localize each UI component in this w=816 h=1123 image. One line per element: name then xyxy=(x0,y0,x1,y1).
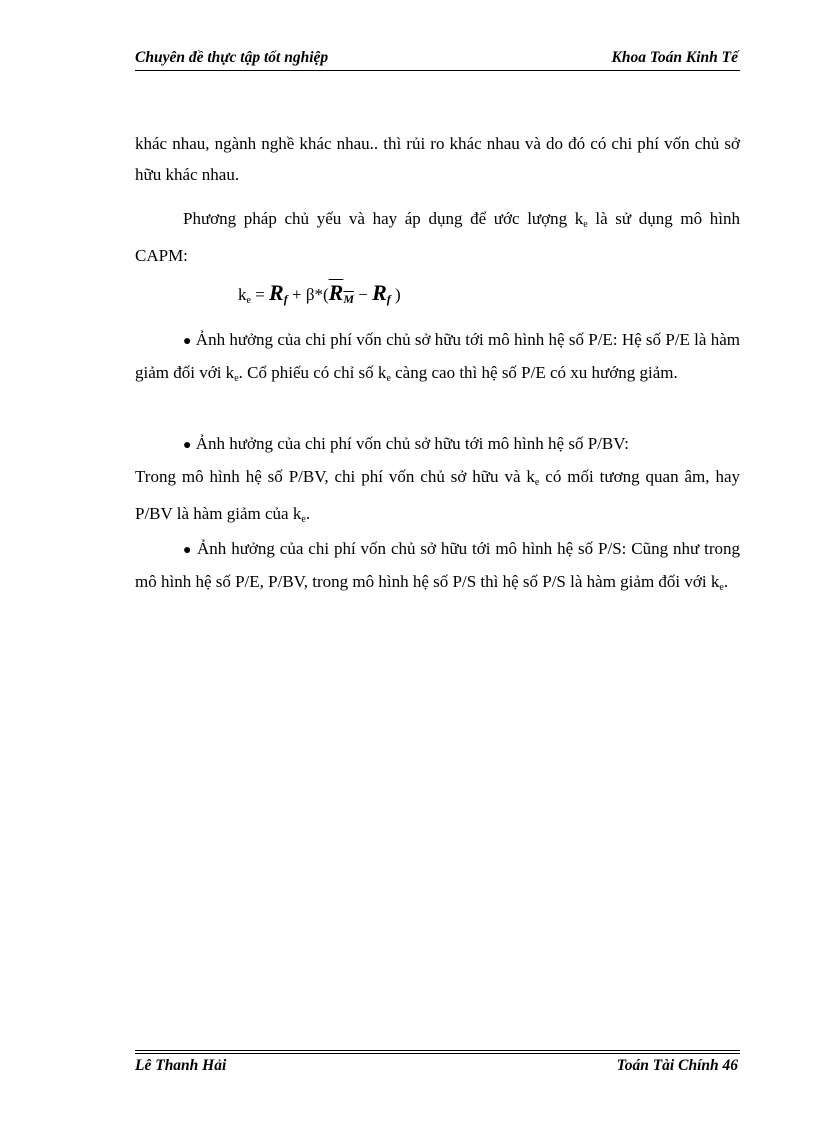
paragraph-5 xyxy=(135,533,740,603)
paragraph-4-sub-1: e xyxy=(534,477,540,488)
formula-close: ) xyxy=(390,285,401,304)
formula-rf2: R xyxy=(372,280,387,305)
bullet-icon: ● xyxy=(183,438,192,453)
header-title: Chuyên đề thực tập tốt nghiệp xyxy=(135,49,329,66)
paragraph-3-sub-2: e xyxy=(386,373,391,384)
paragraph-3-text-c: càng cao thì hệ số P/E có xu hướng giảm. xyxy=(390,363,678,382)
paragraph-5-sub: e xyxy=(719,582,724,593)
paragraph-2-text-a: Phương pháp chủ yếu và hay áp dụng để ước lượng k xyxy=(183,209,584,228)
formula-minus: − xyxy=(354,285,373,304)
paragraph-5-text-a: Ảnh hưởng của chi phí vốn chủ sở hữu tới mô hình hệ số P/S: Cũng như trong mô hình hệ số P/E, P/BV, trong mô hình hệ số P/S thì hệ số P/S là hàm giảm đối với k xyxy=(135,539,741,591)
bullet-icon: ● xyxy=(183,334,192,349)
capm-formula xyxy=(238,280,401,307)
footer-rule-bottom xyxy=(135,1053,740,1054)
paragraph-4-text-d: . xyxy=(305,504,311,523)
paragraph-3 xyxy=(135,324,740,394)
paragraph-5-text-b: . xyxy=(723,572,729,591)
paragraph-4-text-c: có mối tương quan âm, hay P/BV là hàm giảm của k xyxy=(135,467,740,523)
page-header xyxy=(135,47,740,69)
header-rule xyxy=(135,70,740,71)
formula-plus: + β*( xyxy=(287,285,329,304)
formula-rf-sub: f xyxy=(283,292,288,306)
page-footer xyxy=(135,1057,740,1079)
paragraph-3-sub-1: e xyxy=(234,373,239,384)
paragraph-1-text: khác nhau, ngành nghề khác nhau.. thì rủi ro khác nhau và do đó có chi phí vốn chủ sở hữu khác nhau. xyxy=(135,134,740,184)
footer-author: Lê Thanh Hải xyxy=(135,1057,227,1074)
formula-lhs: k xyxy=(238,285,247,304)
paragraph-2 xyxy=(135,203,740,271)
footer-rule-top xyxy=(135,1050,740,1051)
paragraph-4-text-a: Ảnh hưởng của chi phí vốn chủ sở hữu tới mô hình hệ số P/BV: xyxy=(195,434,629,453)
paragraph-3-text-a: Ảnh hưởng của chi phí vốn chủ sở hữu tới mô hình hệ số P/E: Hệ số P/E là hàm giảm đối với k xyxy=(135,330,741,382)
paragraph-4 xyxy=(135,428,740,535)
formula-rf2-sub: f xyxy=(386,292,391,306)
formula-rm-group xyxy=(328,280,354,306)
formula-rm-sub: M xyxy=(343,292,354,306)
paragraph-4-text-b: Trong mô hình hệ số P/BV, chi phí vốn chủ sở hữu và k xyxy=(135,467,535,486)
formula-lhs-sub: e xyxy=(246,295,251,306)
header-department: Khoa Toán Kinh Tế xyxy=(611,49,738,66)
paragraph-1 xyxy=(135,128,740,190)
formula-eq: = xyxy=(250,285,270,304)
paragraph-3-text-b: . Cổ phiếu có chỉ số k xyxy=(238,363,387,382)
formula-rm: R xyxy=(328,280,344,305)
paragraph-4-sub-2: e xyxy=(301,514,306,525)
formula-rf: R xyxy=(269,280,284,305)
footer-course-page: Toán Tài Chính 46 xyxy=(616,1057,738,1074)
paragraph-2-sub: e xyxy=(583,219,588,230)
bullet-icon: ● xyxy=(183,543,193,558)
paragraph-2-text-b: là sử dụng mô hình CAPM: xyxy=(135,209,740,265)
